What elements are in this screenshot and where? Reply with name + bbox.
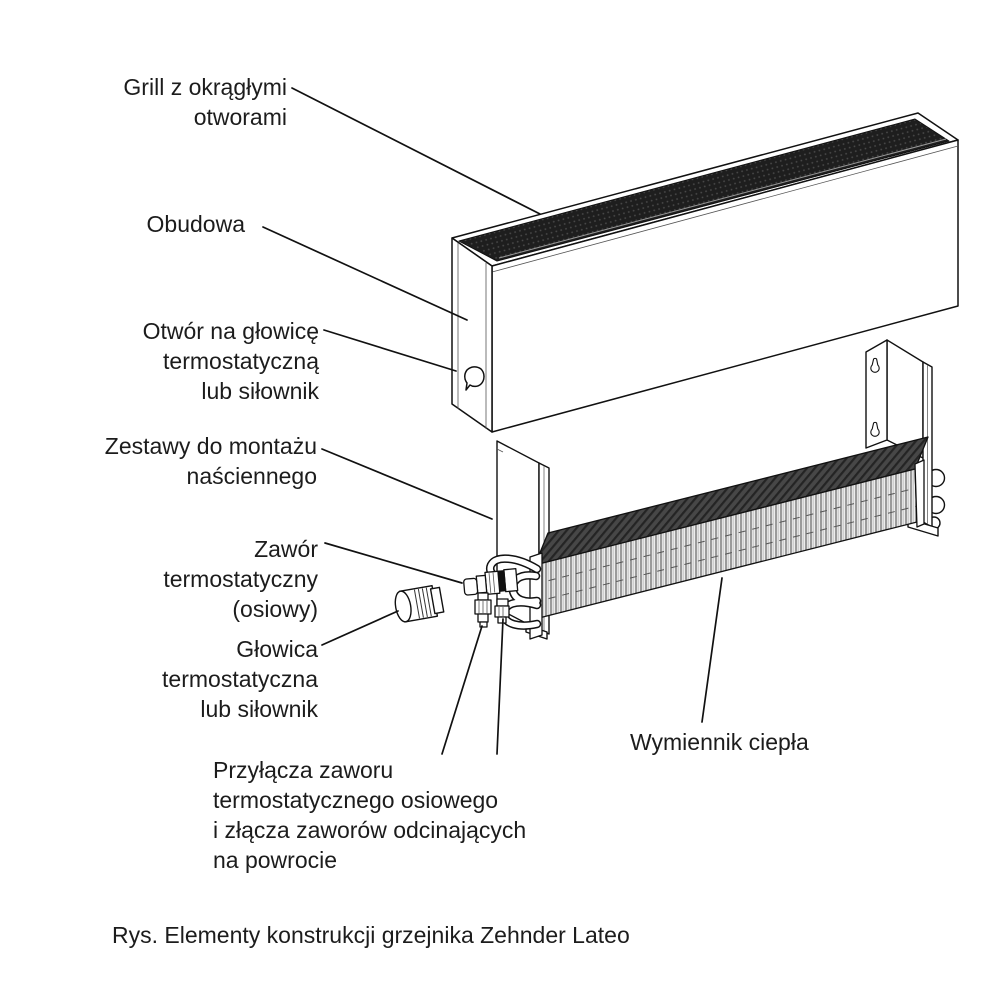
heat-exchanger	[530, 437, 928, 639]
label-thermostatic-head: Głowica termostatyczna lub siłownik	[162, 636, 318, 722]
return-connector-tip	[498, 617, 506, 623]
leader-head-opening	[324, 330, 456, 371]
figure-caption: Rys. Elementy konstrukcji grzejnika Zehnder Lateo	[112, 922, 630, 948]
leader-grill	[292, 88, 540, 214]
exchanger-right-end-plate	[915, 460, 924, 527]
leader-head	[322, 611, 398, 645]
label-heat-exchanger: Wymiennik ciepła	[630, 729, 809, 755]
leader-wall-mount	[322, 449, 492, 519]
leader-valve	[325, 543, 462, 583]
return-connector-nut	[495, 606, 509, 617]
leader-connection-b	[497, 619, 503, 754]
label-grill: Grill z okrągłymi otworami	[123, 74, 287, 130]
valve-tail-neck	[478, 593, 488, 600]
label-thermostatic-valve: Zawór termostatyczny (osiowy)	[163, 536, 318, 622]
return-connector-neck	[497, 599, 508, 606]
leader-casing	[263, 227, 467, 320]
valve-tail-pipe	[478, 614, 488, 622]
valve-cap	[463, 578, 477, 595]
label-wall-mount-kits: Zestawy do montażu naściennego	[104, 433, 317, 489]
label-head-opening: Otwór na głowicę termostatyczną lub siłownik	[142, 318, 319, 404]
label-valve-connections: Przyłącza zaworu termostatycznego osiowego i złącza zaworów odcinających na powrocie	[213, 757, 527, 873]
thermostatic-head	[393, 584, 444, 623]
leader-connection-a	[442, 626, 482, 754]
leader-heat-exchanger	[702, 578, 722, 722]
label-casing: Obudowa	[146, 211, 245, 237]
